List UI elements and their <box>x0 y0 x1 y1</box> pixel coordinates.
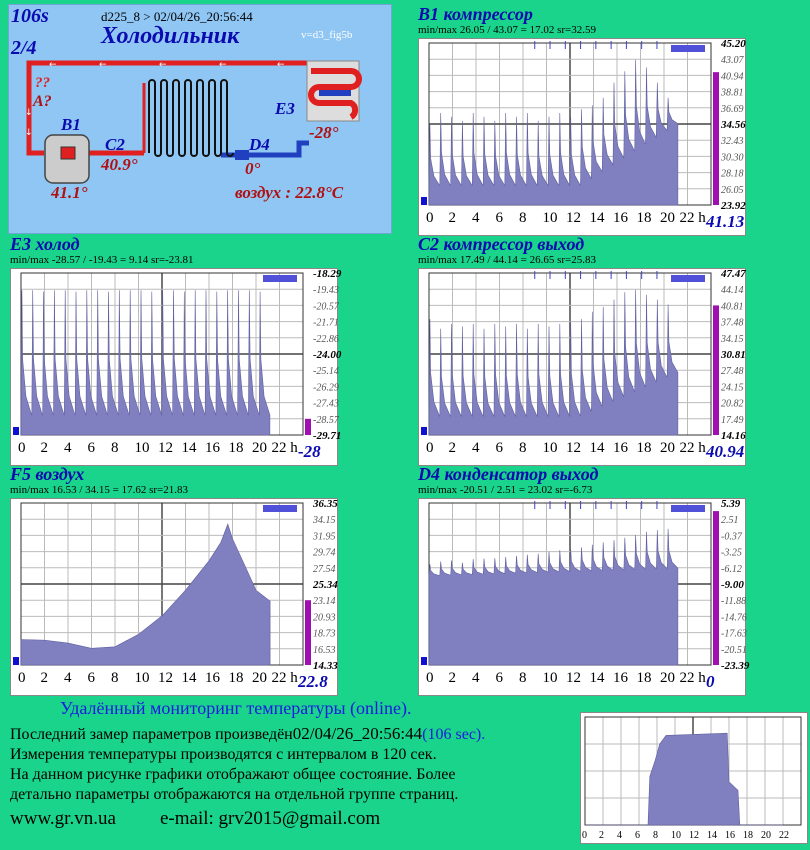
xtick-label: 14 <box>707 830 717 841</box>
ytick-label: -0.37 <box>721 531 742 543</box>
sensor-c2-label: C2 <box>105 135 125 154</box>
chart-title-b1: B1 компрессор <box>418 4 533 24</box>
xtick-label: 2 <box>40 670 48 686</box>
coil-loop <box>173 80 185 156</box>
ytick-label: 34.15 <box>313 515 336 527</box>
cycle-counter: 106s <box>11 5 49 27</box>
level-bar-f5 <box>305 600 311 665</box>
sensor-c2-value: 40.9° <box>101 155 138 174</box>
xtick-label: 4 <box>472 210 480 226</box>
xtick-label: 20 <box>761 830 771 841</box>
chart-svg-d4 <box>419 498 750 695</box>
chart-panel-e3 <box>10 268 342 466</box>
xtick-label: 14 <box>181 670 197 686</box>
series-area-mini <box>585 733 783 825</box>
chart-title-f5: F5 воздух <box>10 464 85 484</box>
ytick-label: 43.07 <box>721 55 744 67</box>
level-bar-d4 <box>713 511 719 665</box>
min-marker-b1 <box>421 197 427 205</box>
ytick-label: -23.39 <box>721 660 750 672</box>
xtick-label: 6 <box>87 670 95 686</box>
chart-panel-mini <box>580 712 808 844</box>
max-marker-e3 <box>263 275 297 282</box>
xtick-label: 2 <box>40 440 48 456</box>
chart-title-c2: C2 компрессор выход <box>418 234 585 254</box>
ytick-label: 26.05 <box>721 184 744 196</box>
ytick-label: 27.48 <box>721 366 744 378</box>
xtick-label: 14 <box>589 440 605 456</box>
ytick-label: 29.74 <box>313 547 336 559</box>
xtick-label: 12 <box>158 440 173 456</box>
footer-line1-time: 02/04/26_20:56:44 <box>292 724 423 743</box>
condenser-coils <box>149 80 233 156</box>
current-value-b1: 41.13 <box>706 212 745 231</box>
svg-text:↓: ↓ <box>25 108 33 118</box>
max-marker-c2 <box>671 275 705 282</box>
ytick-label: 45.20 <box>721 38 746 50</box>
ytick-label: -17.63 <box>721 628 747 640</box>
ytick-label: -19.43 <box>313 285 339 297</box>
coil-loop <box>185 80 197 156</box>
xtick-label: 0 <box>426 670 434 686</box>
ytick-label: -3.25 <box>721 547 742 559</box>
sensor-d4-label: D4 <box>249 135 270 154</box>
sensor-a-label: A? <box>33 93 52 110</box>
chart-stats-f5: min/max 16.53 / 34.15 = 17.62 sr=21.83 <box>10 484 189 496</box>
xtick-label: 6 <box>495 210 503 226</box>
chart-panel-d4 <box>418 498 750 696</box>
ytick-label: 36.69 <box>721 103 744 115</box>
xtick-label: 8 <box>653 830 658 841</box>
coil-loop <box>149 80 161 156</box>
max-marker-f5 <box>263 505 297 512</box>
svg-text:←: ← <box>277 60 285 70</box>
svg-text:↓: ↓ <box>25 128 33 138</box>
ytick-label: 24.15 <box>721 382 744 394</box>
series-area-f5 <box>21 524 270 665</box>
footer-line3: На данном рисунке графики отображают общее состояние. Более <box>10 766 456 783</box>
xtick-label: 12 <box>689 830 699 841</box>
xtick-label: 10 <box>542 670 558 686</box>
max-marker-b1 <box>671 45 705 52</box>
xtick-label: 4 <box>64 440 72 456</box>
xtick-label: 4 <box>617 830 622 841</box>
ytick-label: -24.00 <box>313 349 342 361</box>
ytick-label: 44.14 <box>721 285 744 297</box>
svg-text:←: ← <box>159 60 167 70</box>
xtick-label: 20 <box>252 670 267 686</box>
max-marker-d4 <box>671 505 705 512</box>
xtick-label: 16 <box>725 830 735 841</box>
current-value-e3: -28 <box>298 442 321 461</box>
xtick-label: 22 h <box>271 440 298 456</box>
chart-stats-b1: min/max 26.05 / 43.07 = 17.02 sr=32.59 <box>418 24 597 36</box>
coil-loop <box>221 80 233 156</box>
xtick-label: 20 <box>660 440 675 456</box>
ytick-label: 31.95 <box>313 531 336 543</box>
xtick-label: 16 <box>613 670 628 686</box>
xtick-label: 22 h <box>679 670 706 686</box>
ytick-label: -20.51 <box>721 644 747 656</box>
xtick-label: 0 <box>426 210 434 226</box>
current-value-d4: 0 <box>706 672 715 691</box>
svg-text:←: ← <box>49 60 57 70</box>
ytick-label: 37.48 <box>721 317 744 329</box>
xtick-label: 14 <box>589 670 605 686</box>
xtick-label: 2 <box>448 440 456 456</box>
chart-svg-e3 <box>11 268 342 465</box>
xtick-label: 6 <box>635 830 640 841</box>
xtick-label: 18 <box>228 440 244 456</box>
xtick-label: 18 <box>228 670 244 686</box>
ytick-label: 2.51 <box>721 515 739 527</box>
xtick-label: 8 <box>111 440 119 456</box>
chart-panel-f5 <box>10 498 338 696</box>
xtick-label: 4 <box>472 440 480 456</box>
ytick-label: 34.56 <box>721 119 746 131</box>
xtick-label: 2 <box>448 210 456 226</box>
xtick-label: 8 <box>519 670 527 686</box>
xtick-label: 12 <box>158 670 173 686</box>
ytick-label: 18.73 <box>313 628 336 640</box>
sensor-e3-value: -28° <box>309 123 339 142</box>
xtick-label: 10 <box>542 440 558 456</box>
ytick-label: -6.12 <box>721 563 742 575</box>
xtick-label: 8 <box>519 440 527 456</box>
sensor-b1-value: 41.1° <box>51 183 88 202</box>
chart-svg-b1 <box>419 39 745 235</box>
ytick-label: -9.00 <box>721 579 744 591</box>
site-link[interactable]: www.gr.vn.ua <box>10 808 116 829</box>
chart-svg-mini <box>581 713 807 843</box>
level-bar-b1 <box>713 72 719 205</box>
xtick-label: 0 <box>18 440 26 456</box>
xtick-label: 8 <box>519 210 527 226</box>
xtick-label: 12 <box>566 440 581 456</box>
ytick-label: 32.43 <box>721 136 744 148</box>
ytick-label: 40.94 <box>721 71 744 83</box>
chart-title-e3: E3 холод <box>10 234 80 254</box>
xtick-label: 16 <box>205 670 220 686</box>
unknown-marker: ?? <box>35 75 50 91</box>
xtick-label: 14 <box>589 210 605 226</box>
chart-title-d4: D4 конденсатор выход <box>418 464 599 484</box>
ytick-label: 16.53 <box>313 644 336 656</box>
ytick-label: 20.82 <box>721 398 744 410</box>
ytick-label: 25.34 <box>313 579 338 591</box>
xtick-label: 0 <box>18 670 26 686</box>
xtick-label: 2 <box>448 670 456 686</box>
xtick-label: 6 <box>87 440 95 456</box>
xtick-label: 4 <box>472 670 480 686</box>
xtick-label: 20 <box>660 210 675 226</box>
xtick-label: 20 <box>660 670 675 686</box>
svg-text:←: ← <box>99 60 107 70</box>
chart-panel-b1 <box>418 38 746 236</box>
footer-line4: детально параметры отображаются на отдельной группе страниц. <box>10 786 459 803</box>
xtick-label: 22 h <box>679 210 706 226</box>
ytick-label: 40.81 <box>721 301 744 313</box>
coil-loop <box>209 80 221 156</box>
ytick-label: 34.15 <box>721 333 744 345</box>
ytick-label: 27.54 <box>313 563 336 575</box>
footer-line1-suffix: (106 sec). <box>422 726 486 743</box>
compressor-motor <box>61 147 75 159</box>
email-link[interactable]: e-mail: grv2015@gmail.com <box>160 808 381 829</box>
xtick-label: 10 <box>134 440 150 456</box>
xtick-label: 18 <box>636 440 652 456</box>
xtick-label: 4 <box>64 670 72 686</box>
min-marker-c2 <box>421 427 427 435</box>
footer-heading: Удалённый мониторинг температуры (online). <box>60 698 412 718</box>
xtick-label: 0 <box>582 830 587 841</box>
sensor-b1-label: B1 <box>61 115 81 134</box>
page-indicator: 2/4 <box>11 37 37 59</box>
version-label: v=d3_fig5b <box>301 29 353 41</box>
footer-line1-prefix: Последний замер параметров произведён <box>10 726 293 743</box>
ytick-label: 36.35 <box>313 498 338 510</box>
chart-panel-c2 <box>418 268 746 466</box>
xtick-label: 10 <box>542 210 558 226</box>
svg-text:←: ← <box>219 60 227 70</box>
ytick-label: -21.71 <box>313 317 339 329</box>
ytick-label: -11.88 <box>721 596 747 608</box>
chart-svg-f5 <box>11 499 337 695</box>
chart-stats-e3: min/max -28.57 / -19.43 = 9.14 sr=-23.81 <box>10 254 194 266</box>
ytick-label: 47.47 <box>721 268 746 280</box>
xtick-label: 12 <box>566 210 581 226</box>
xtick-label: 18 <box>636 210 652 226</box>
level-bar-c2 <box>713 305 719 435</box>
ytick-label: 14.33 <box>313 660 338 672</box>
ytick-label: 23.92 <box>721 200 746 212</box>
xtick-label: 14 <box>181 440 197 456</box>
coil-loop <box>161 80 173 156</box>
ytick-label: 30.30 <box>721 152 744 164</box>
ytick-label: 20.93 <box>313 612 336 624</box>
xtick-label: 8 <box>111 670 119 686</box>
ytick-label: -25.14 <box>313 366 339 378</box>
fridge-scheme-panel <box>8 4 392 234</box>
ytick-label: 23.14 <box>313 596 336 608</box>
xtick-label: 6 <box>495 670 503 686</box>
xtick-label: 16 <box>613 210 628 226</box>
sensor-e3-label: E3 <box>275 99 295 118</box>
xtick-label: 0 <box>426 440 434 456</box>
xtick-label: 20 <box>252 440 267 456</box>
footer-line2: Измерения температуры производятся с интервалом в 120 сек. <box>10 746 437 763</box>
xtick-label: 18 <box>743 830 753 841</box>
chart-svg-c2 <box>419 269 745 465</box>
xtick-label: 18 <box>636 670 652 686</box>
ytick-label: -27.43 <box>313 398 339 410</box>
xtick-label: 22 h <box>679 440 706 456</box>
xtick-label: 10 <box>134 670 150 686</box>
xtick-label: 6 <box>495 440 503 456</box>
xtick-label: 2 <box>599 830 604 841</box>
ytick-label: -14.76 <box>721 612 747 624</box>
ytick-label: -18.29 <box>313 268 342 280</box>
current-value-f5: 22.8 <box>298 672 328 691</box>
scheme-title: Холодильник <box>101 23 240 49</box>
chart-stats-c2: min/max 17.49 / 44.14 = 26.65 sr=25.83 <box>418 254 597 266</box>
ytick-label: 17.49 <box>721 414 744 426</box>
xtick-label: 16 <box>205 440 220 456</box>
footer-line1 <box>10 724 485 744</box>
xtick-label: 12 <box>566 670 581 686</box>
ytick-label: -29.71 <box>313 430 342 442</box>
chart-stats-d4: min/max -20.51 / 2.51 = 23.02 sr=-6.73 <box>418 484 593 496</box>
level-bar-e3 <box>305 419 311 435</box>
device-info: d225_8 > 02/04/26_20:56:44 <box>101 9 253 24</box>
sensor-d4-value: 0° <box>245 159 261 178</box>
xtick-label: 22 <box>779 830 789 841</box>
air-temperature: воздух : 22.8°C <box>235 183 344 202</box>
current-value-c2: 40.94 <box>706 442 745 461</box>
ytick-label: -22.86 <box>313 333 339 345</box>
ytick-label: 30.81 <box>721 349 746 361</box>
xtick-label: 16 <box>613 440 628 456</box>
coil-loop <box>197 80 209 156</box>
ytick-label: 14.16 <box>721 430 746 442</box>
ytick-label: -26.29 <box>313 382 339 394</box>
ytick-label: -28.57 <box>313 414 339 426</box>
min-marker-d4 <box>421 657 427 665</box>
min-marker-e3 <box>13 427 19 435</box>
ytick-label: 5.39 <box>721 498 741 510</box>
ytick-label: -20.57 <box>313 301 339 313</box>
xtick-label: 10 <box>671 830 681 841</box>
ytick-label: 28.18 <box>721 168 744 180</box>
xtick-label: 22 h <box>271 670 298 686</box>
ytick-label: 38.81 <box>721 87 744 99</box>
min-marker-f5 <box>13 657 19 665</box>
